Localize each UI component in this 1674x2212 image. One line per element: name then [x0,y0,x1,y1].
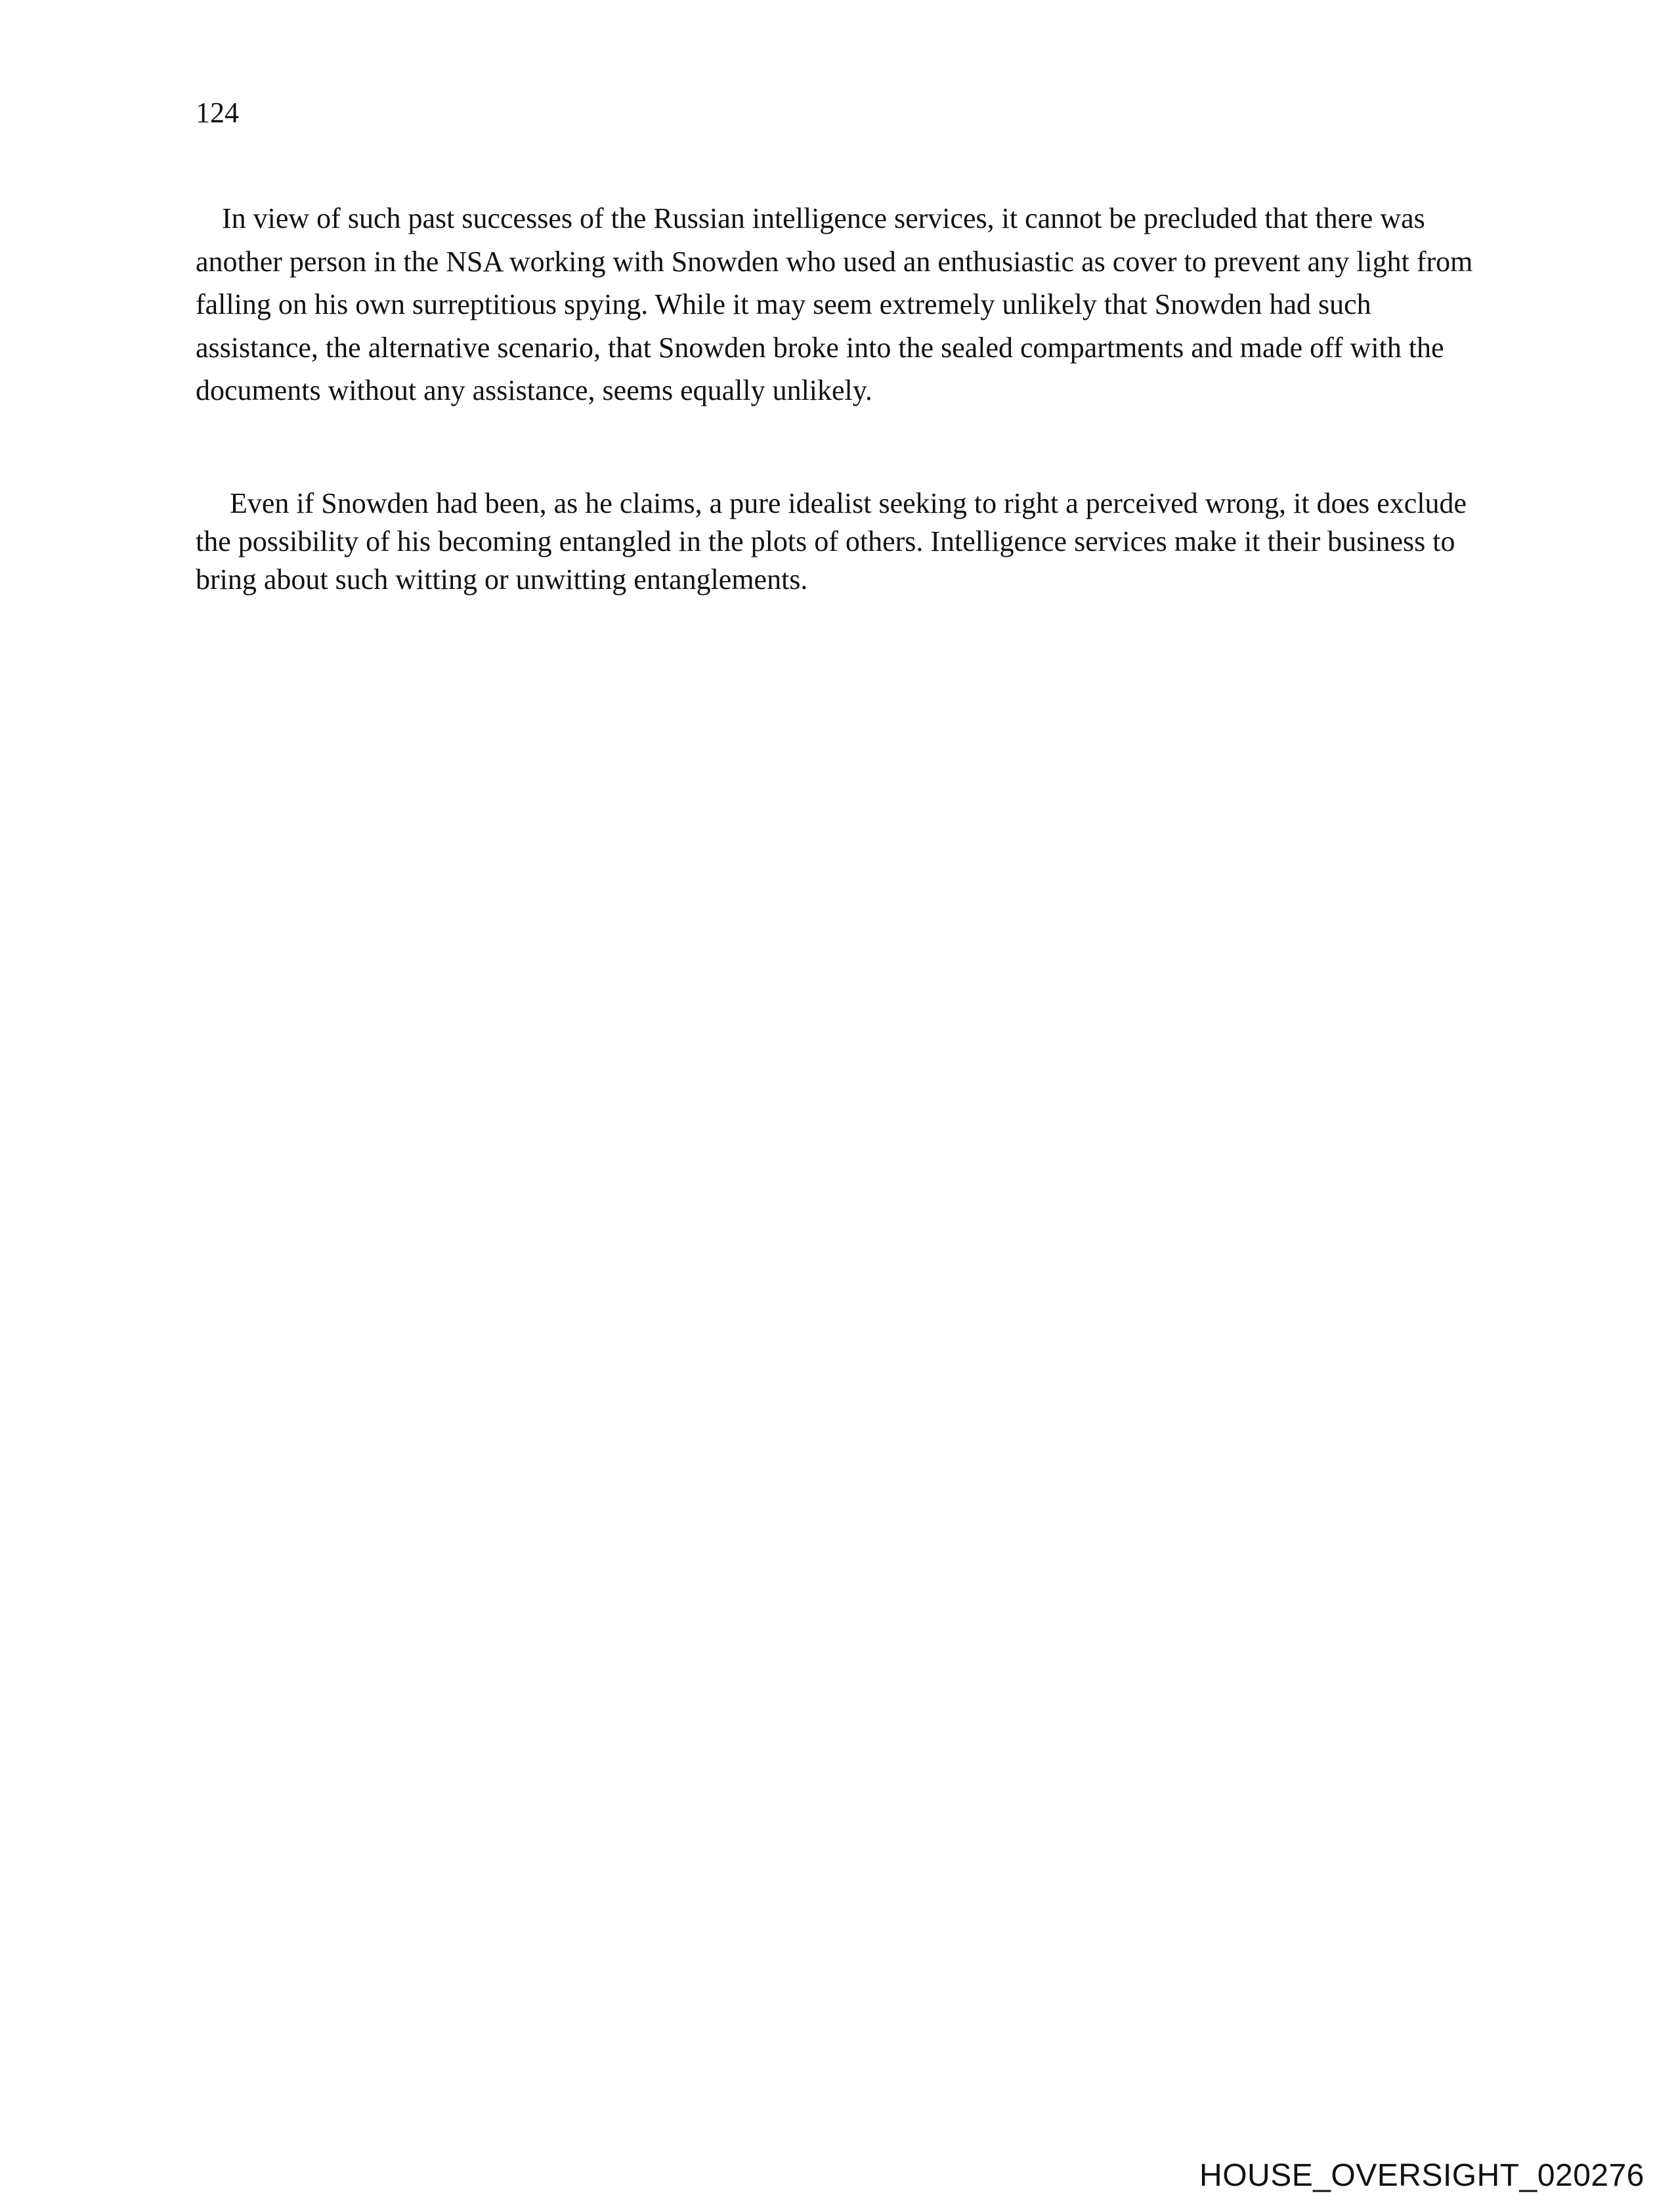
document-id-stamp: HOUSE_OVERSIGHT_020276 [1199,2158,1644,2193]
body-paragraph-1: In view of such past successes of the Russian intelligence services, it cannot be precluded that there was another person in the NSA working with Snowden who used an enthusiastic as cover to prevent any light from falling on his own surreptitious spying. While it may seem extremely unlikely that Snowden had such assistance, the alternative scenario, that Snowden broke into the sealed compartments and made off with the documents without any assistance, seems equally unlikely. [196,202,1473,406]
page-number: 124 [196,97,239,129]
body-paragraph-2: Even if Snowden had been, as he claims, a pure idealist seeking to right a perceived wrong, it does exclude the possibility of his becoming entangled in the plots of others. Intelligence services make it their business to bring about such witting or unwitting entanglements. [196,487,1467,596]
